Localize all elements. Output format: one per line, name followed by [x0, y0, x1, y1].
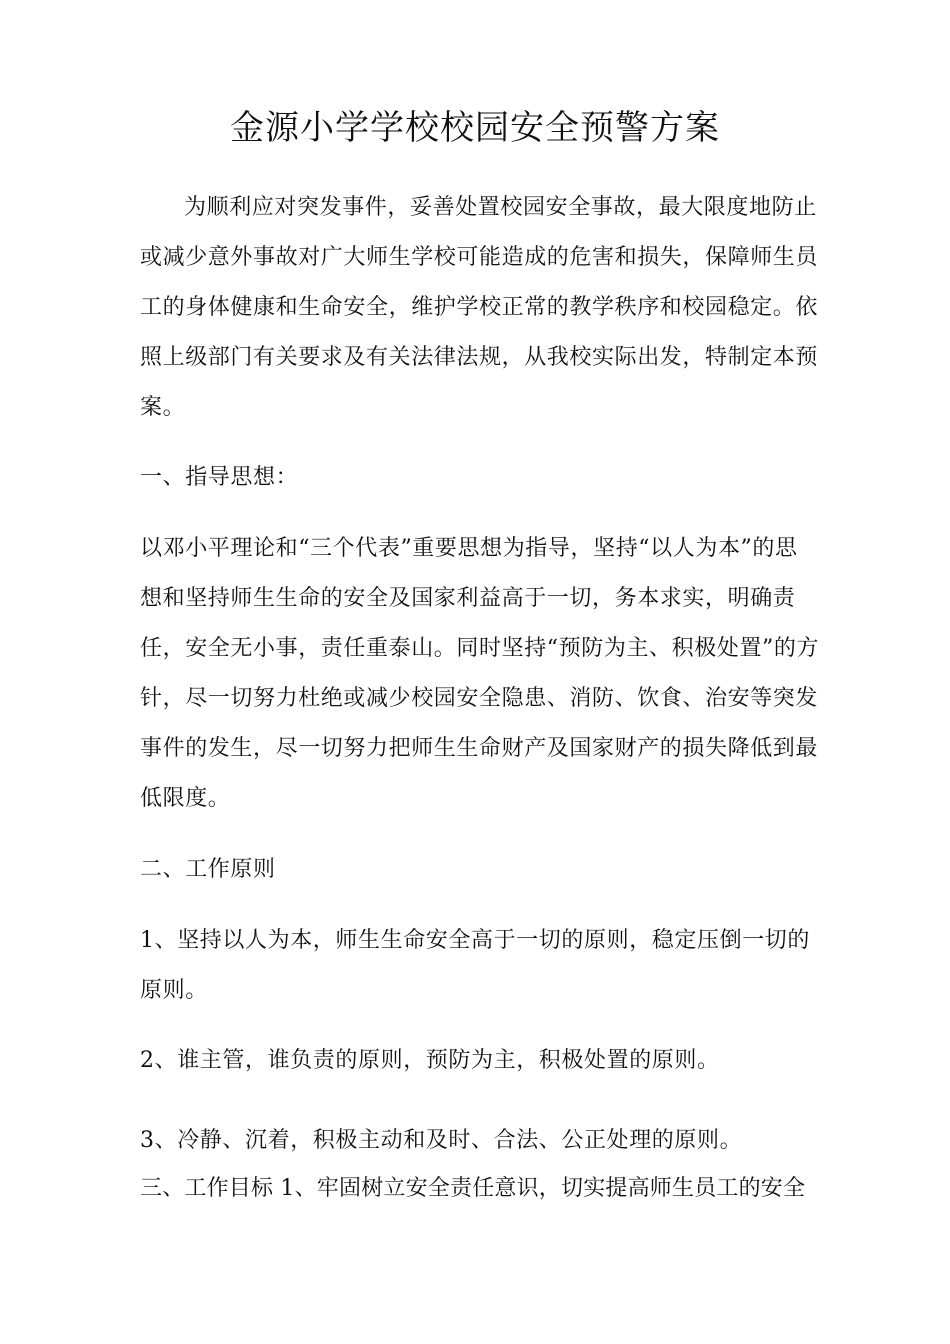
section-1-body: 以邓小平理论和“三个代表”重要思想为指导，坚持“以人为本”的思想和坚持师生生命的安全及国家利益高于一切，务本求实，明确责任，安全无小事，责任重泰山。同时坚持“预防为主、积极处置”的方针，尽一切努力杜绝或减少校园安全隐患、消防、饮食、治安等突发事件的发生，尽一切努力把师生生命财产及国家财产的损失降低到最低限度。 [140, 536, 820, 811]
principle-2: 2、谁主管，谁负责的原则，预防为主，积极处置的原则。 [140, 1048, 720, 1073]
intro-paragraph: 为顺利应对突发事件，妥善处置校园安全事故，最大限度地防止或减少意外事故对广大师生学校可能造成的危害和损失，保障师生员工的身体健康和生命安全，维护学校正常的教学秩序和校园稳定。依照上级部门有关要求及有关法律法规，从我校实际出发，特制定本预案。 [140, 195, 819, 420]
section-2-heading: 二、工作原则 [140, 857, 276, 882]
principle-1: 1、坚持以人为本，师生生命安全高于一切的原则，稳定压倒一切的原则。 [140, 928, 810, 1003]
section-3-line: 三、工作目标 1、牢固树立安全责任意识，切实提高师生员工的安全 [140, 1176, 806, 1201]
principle-3: 3、冷静、沉着，积极主动和及时、合法、公正处理的原则。 [140, 1128, 743, 1153]
document-title: 金源小学学校校园安全预警方案 [230, 108, 720, 148]
section-1-heading: 一、指导思想： [140, 465, 299, 490]
